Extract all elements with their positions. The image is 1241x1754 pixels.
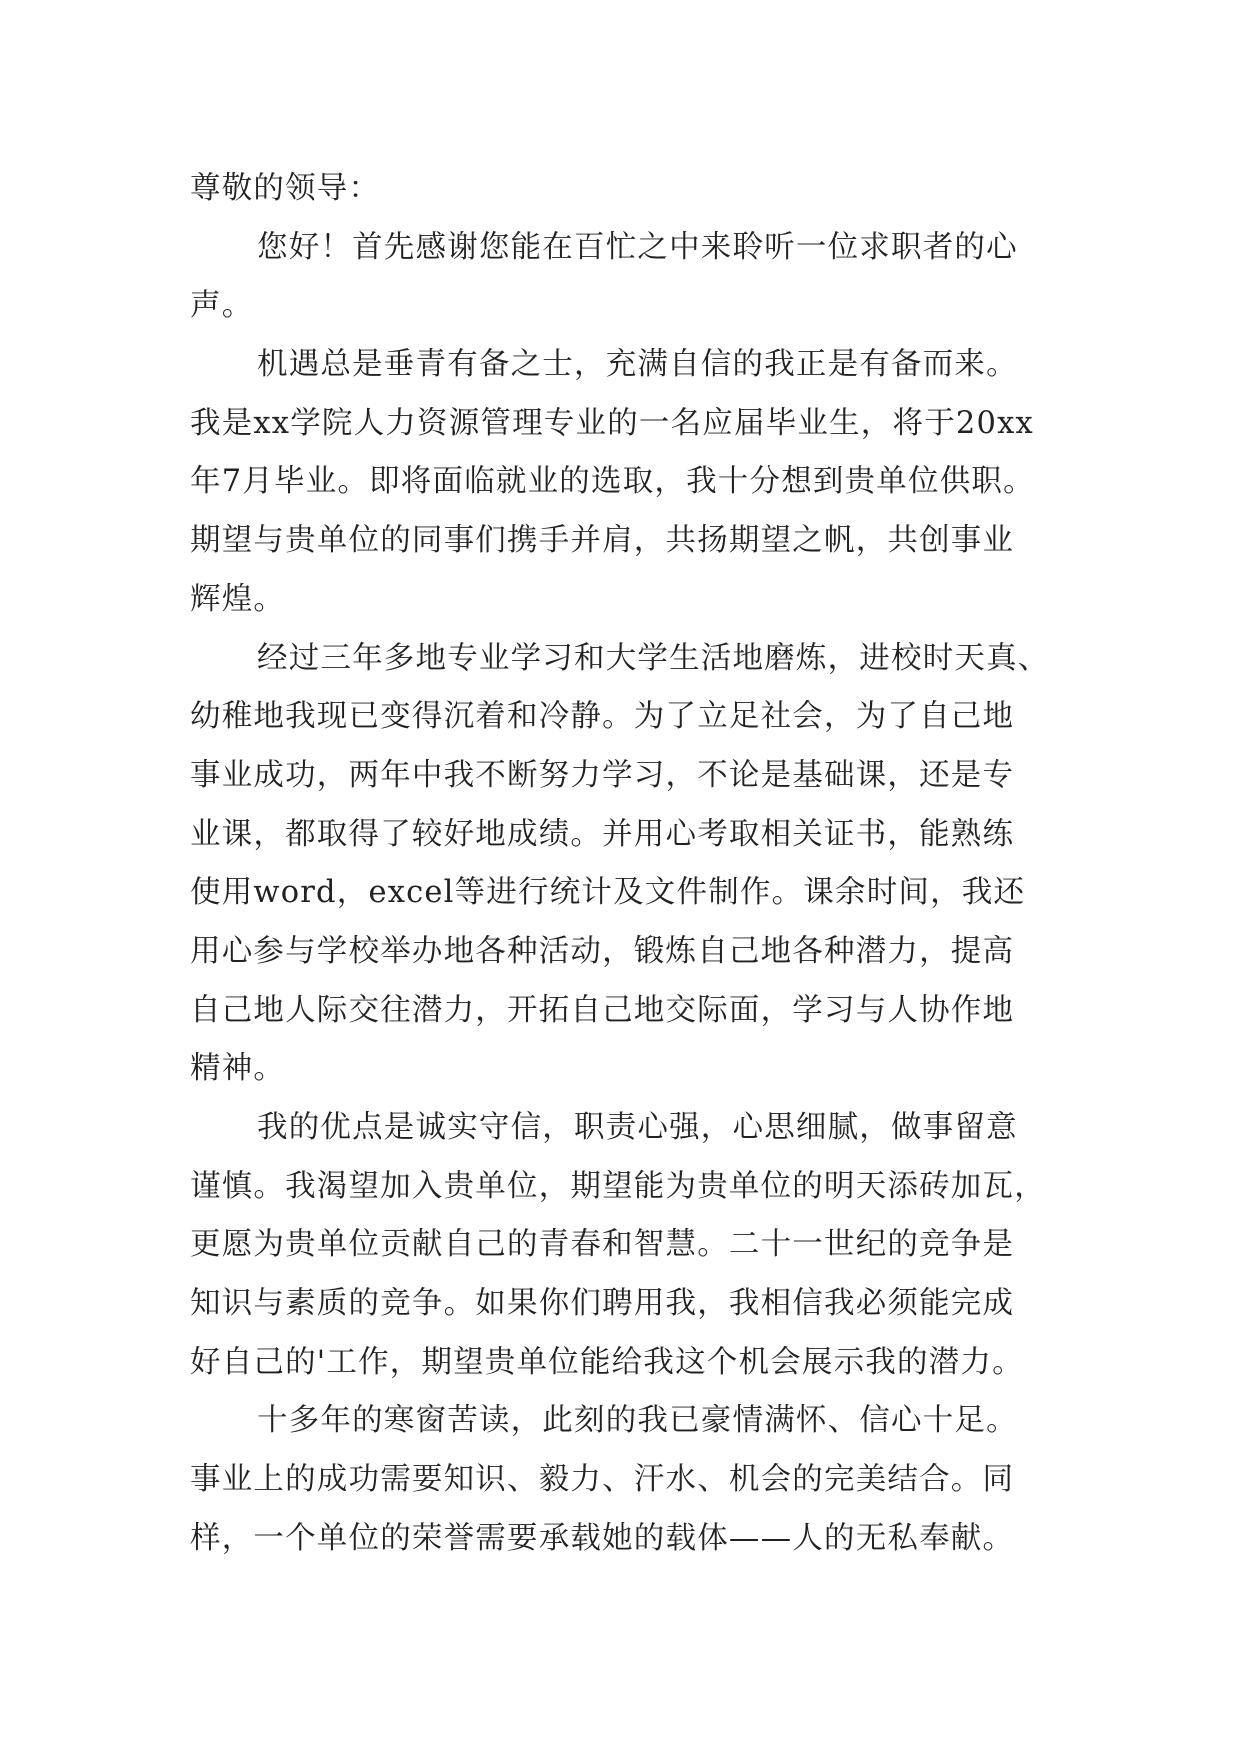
text-line: 自己地人际交往潜力，开拓自己地交际面，学习与人协作地 — [190, 992, 1015, 1028]
text-line: 精神。 — [190, 1051, 286, 1087]
text-line: 机遇总是垂青有备之士，充满自信的我正是有备而来。 — [257, 347, 1018, 383]
text-line: 我是xx学院人力资源管理专业的一名应届毕业生，将于20xx — [190, 405, 1034, 441]
text-line: 事业上的成功需要知识、毅力、汗水、机会的完美结合。同 — [190, 1462, 1015, 1498]
text-line: 我的优点是诚实守信，职责心强，心思细腻，做事留意 — [257, 1110, 1018, 1145]
text-line: 谨慎。我渴望加入贵单位，期望能为贵单位的明天添砖加瓦， — [190, 1168, 1046, 1204]
letter-body — [190, 160, 1090, 1569]
text-line: 期望与贵单位的同事们携手并肩，共扬期望之帆，共创事业 — [190, 523, 1015, 559]
text-line: 幼稚地我现已变得沉着和冷静。为了立足社会，为了自己地 — [190, 699, 1015, 735]
text-line: 十多年的寒窗苦读，此刻的我已豪情满怀、信心十足。 — [257, 1403, 1018, 1439]
text-line: 声。 — [190, 288, 254, 324]
text-line: 年7月毕业。即将面临就业的选取，我十分想到贵单位供职。 — [190, 464, 1035, 500]
text-line: 样，一个单位的荣誉需要承载她的载体——人的无私奉献。 — [190, 1520, 1015, 1556]
text-line: 使用word，excel等进行统计及文件制作。课余时间，我还 — [190, 875, 1026, 911]
text-line: 您好！首先感谢您能在百忙之中来聆听一位求职者的心 — [257, 229, 1018, 265]
text-line: 用心参与学校举办地各种活动，锻炼自己地各种潜力，提高 — [190, 933, 1015, 969]
text-line: 经过三年多地专业学习和大学生活地磨炼，进校时天真、 — [257, 640, 1050, 676]
text-line: 辉煌。 — [190, 581, 286, 617]
text-line: 更愿为贵单位贡献自己的青春和智慧。二十一世纪的竞争是 — [190, 1227, 1015, 1263]
salutation-line: 尊敬的领导： — [190, 171, 381, 206]
text-line: 好自己的'工作，期望贵单位能给我这个机会展示我的潜力。 — [190, 1344, 1024, 1380]
text-line: 业课，都取得了较好地成绩。并用心考取相关证书，能熟练 — [190, 816, 1015, 852]
text-line: 知识与素质的竞争。如果你们聘用我，我相信我必须能完成 — [190, 1286, 1015, 1322]
text-line: 事业成功，两年中我不断努力学习，不论是基础课，还是专 — [190, 757, 1015, 793]
